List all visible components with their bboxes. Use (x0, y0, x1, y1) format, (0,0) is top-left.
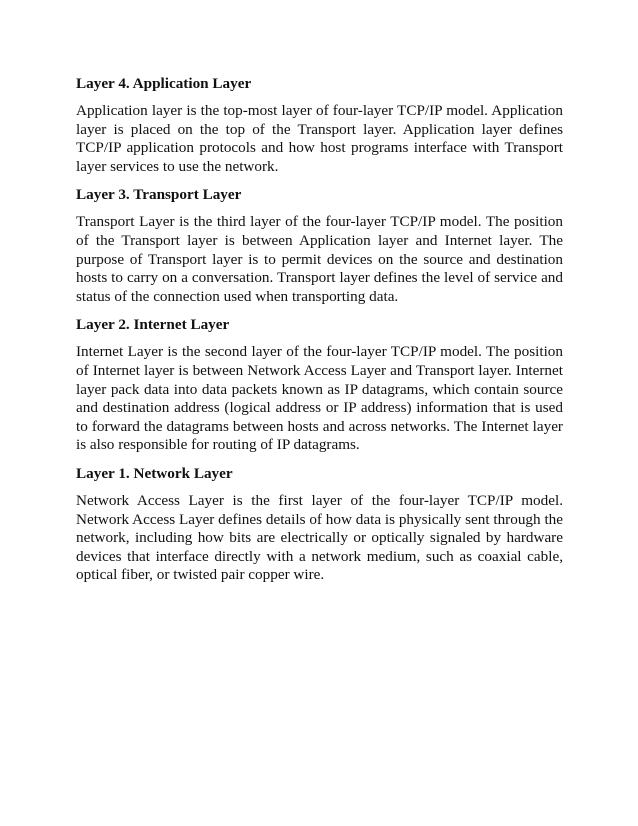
section-transport-layer (76, 186, 563, 306)
section-heading: Layer 4. Application Layer (76, 75, 252, 92)
section-internet-layer (76, 316, 563, 455)
section-heading: Layer 3. Transport Layer (76, 186, 242, 204)
section-body: Application layer is the top-most layer of four-layer TCP/IP model. Application layer is placed on the top of the Transport layer. Application layer defines TCP/IP application protocols and how host programs interface with Transport layer services to use the network. (76, 102, 563, 175)
section-body: Internet Layer is the second layer of the four-layer TCP/IP model. The position of Internet layer is between Network Access Layer and Transport layer. Internet layer pack data into data packets known as IP datagrams, which contain source and destination address (logical address or IP address) information that is used to forward the datagrams between hosts and across networks. The Internet layer is also responsible for routing of IP datagrams. (76, 343, 563, 454)
section-heading: Layer 1. Network Layer (76, 464, 233, 482)
document-page (76, 75, 563, 595)
section-body: Transport Layer is the third layer of the four-layer TCP/IP model. The position of the Transport layer is between Application layer and Internet layer. The purpose of Transport layer is to permit devices on the source and destination hosts to carry on a conversation. Transport layer defines the level of service and status of the connection used when transporting data. (76, 213, 563, 305)
section-application-layer (76, 75, 563, 176)
section-body: Network Access Layer is the first layer of the four-layer TCP/IP model. Network Access Layer defines details of how data is physically sent through the network, including how bits are electrically or optically signaled by hardware devices that interface directly with a network medium, such as coaxial cable, optical fiber, or twisted pair copper wire. (76, 491, 563, 584)
section-network-layer (76, 465, 563, 585)
section-heading: Layer 2. Internet Layer (76, 316, 230, 334)
